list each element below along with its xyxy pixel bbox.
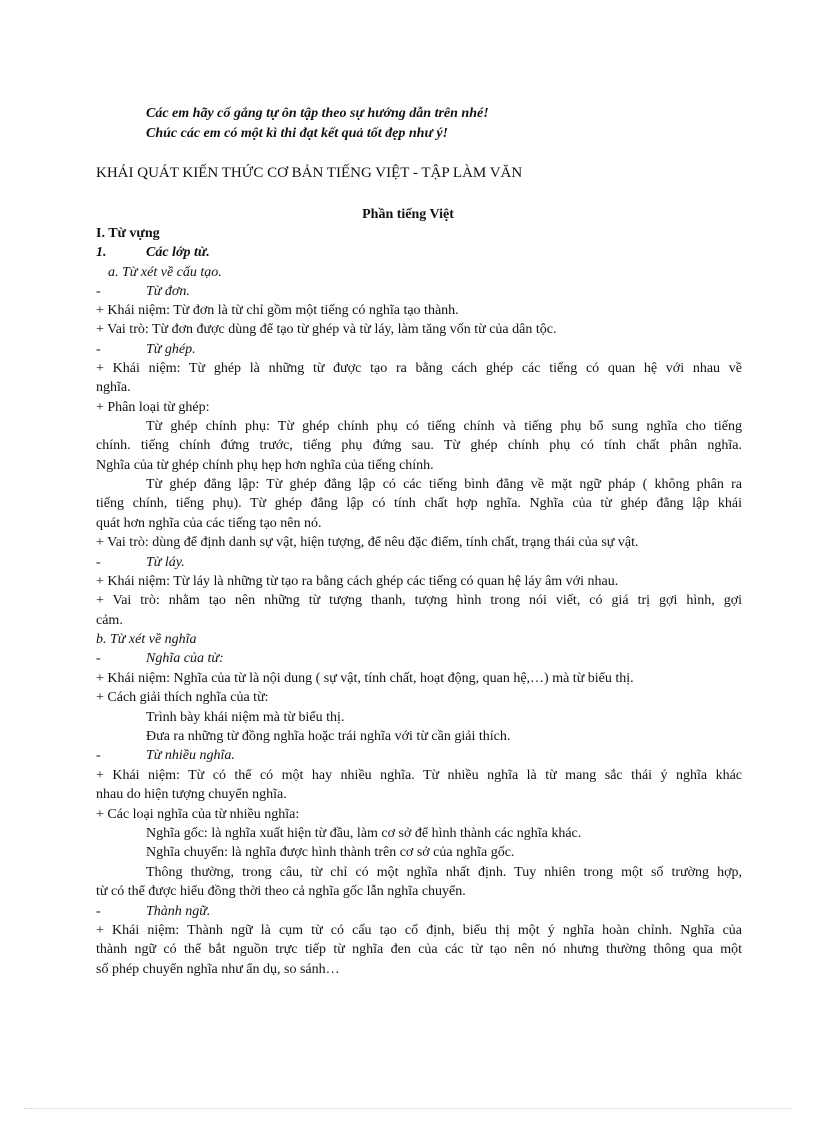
tu-don-khai-niem: + Khái niệm: Từ đơn là từ chỉ gồm một tiếng có nghĩa tạo thành. xyxy=(96,303,459,318)
thanh-ngu-khai-niem-line-1: + Khái niệm: Thành ngữ là cụm từ có cấu tạo cố định, biểu thị một ý nghĩa hoàn chỉnh. Nghĩa của xyxy=(96,923,742,938)
chinh-phu-line-3: Nghĩa của từ ghép chính phụ hẹp hơn nghĩa của tiếng chính. xyxy=(96,458,434,473)
tu-nhieu-nghia-khai-niem-line-1: + Khái niệm: Từ có thể có một hay nhiều nghĩa. Từ nhiều nghĩa là từ mang sắc thái ý nghĩa khác xyxy=(96,768,742,783)
nghia-goc: Nghĩa gốc: là nghĩa xuất hiện từ đầu, làm cơ sở để hình thành các nghĩa khác. xyxy=(146,826,582,841)
tu-nhieu-nghia-title: Từ nhiều nghĩa. xyxy=(146,748,235,763)
thanh-ngu-title: Thành ngữ. xyxy=(146,904,211,919)
page-bottom-border xyxy=(24,1108,792,1109)
tu-ghep-title: Từ ghép. xyxy=(146,342,196,357)
document-heading: KHÁI QUÁT KIẾN THỨC CƠ BẢN TIẾNG VIỆT - TẬP LÀM VĂN xyxy=(96,165,523,181)
tu-ghep-phan-loai: + Phân loại từ ghép: xyxy=(96,400,210,415)
cach-giai-thich-1: Trình bày khái niệm mà từ biểu thị. xyxy=(146,710,345,725)
nghia-chuyen: Nghĩa chuyển: là nghĩa được hình thành trên cơ sở của nghĩa gốc. xyxy=(146,845,515,860)
intro-line-2: Chúc các em có một kì thi đạt kết quả tốt đẹp như ý! xyxy=(146,126,448,141)
dash-marker: - xyxy=(96,342,101,357)
nghia-cua-tu-title: Nghĩa của từ: xyxy=(146,651,224,666)
nghia-cua-tu-khai-niem: + Khái niệm: Nghĩa của từ là nội dung ( sự vật, tính chất, hoạt động, quan hệ,…) mà từ biểu thị. xyxy=(96,671,634,686)
item-title: Các lớp từ. xyxy=(146,245,210,260)
cach-giai-thich: + Cách giải thích nghĩa của từ: xyxy=(96,690,269,705)
tu-lay-khai-niem: + Khái niệm: Từ láy là những từ tạo ra bằng cách ghép các tiếng có quan hệ láy âm với nhau. xyxy=(96,574,619,589)
cach-giai-thich-2: Đưa ra những từ đồng nghĩa hoặc trái nghĩa với từ cần giải thích. xyxy=(146,729,511,744)
tu-ghep-vai-tro: + Vai trò: dùng để định danh sự vật, hiện tượng, để nêu đặc điểm, tính chất, trạng thái của sự vật. xyxy=(96,535,639,550)
tu-ghep-khai-niem-line-2: nghĩa. xyxy=(96,380,131,395)
dang-lap-line-2: tiếng chính, tiếng phụ). Từ ghép đẳng lập có tính chất hợp nghĩa. Nghĩa của từ ghép đẳng lập khái xyxy=(96,496,742,511)
tu-ghep-khai-niem-line-1: + Khái niệm: Từ ghép là những từ được tạo ra bằng cách ghép các tiếng có quan hệ với nhau về xyxy=(96,361,742,376)
thong-thuong-line-2: từ có thể được hiểu đồng thời theo cả nghĩa gốc lẫn nghĩa chuyển. xyxy=(96,884,466,899)
cac-loai-nghia: + Các loại nghĩa của từ nhiều nghĩa: xyxy=(96,807,300,822)
thanh-ngu-khai-niem-line-3: số phép chuyển nghĩa như ẩn dụ, so sánh… xyxy=(96,962,340,977)
item-number: 1. xyxy=(96,245,107,260)
dang-lap-line-1: Từ ghép đẳng lập: Từ ghép đẳng lập có các tiếng bình đẳng về mặt ngữ pháp ( không phân ra xyxy=(146,477,742,492)
intro-line-1: Các em hãy cố gắng tự ôn tập theo sự hướng dẫn trên nhé! xyxy=(146,106,489,121)
tu-don-title: Từ đơn. xyxy=(146,284,190,299)
dash-marker: - xyxy=(96,555,101,570)
part-heading: I. Từ vựng xyxy=(96,226,160,241)
subsection-a-title: a. Từ xét về cấu tạo. xyxy=(108,265,222,280)
tu-lay-vai-tro-line-1: + Vai trò: nhằm tạo nên những từ tượng thanh, tượng hình trong nói viết, có giá trị gợi hình, gợi xyxy=(96,593,742,608)
tu-nhieu-nghia-khai-niem-line-2: nhau do hiện tượng chuyển nghĩa. xyxy=(96,787,287,802)
chinh-phu-line-2: chính. tiếng chính đứng trước, tiếng phụ đứng sau. Từ ghép chính phụ có tính chất phân nghĩa. xyxy=(96,438,742,453)
thong-thuong-line-1: Thông thường, trong câu, từ chỉ có một nghĩa nhất định. Tuy nhiên trong một số trường hợp, xyxy=(146,865,742,880)
dash-marker: - xyxy=(96,651,101,666)
subsection-b-title: b. Từ xét về nghĩa xyxy=(96,632,197,647)
dash-marker: - xyxy=(96,284,101,299)
tu-don-vai-tro: + Vai trò: Từ đơn được dùng để tạo từ ghép và từ láy, làm tăng vốn từ của dân tộc. xyxy=(96,322,557,337)
chinh-phu-line-1: Từ ghép chính phụ: Từ ghép chính phụ có tiếng chính và tiếng phụ bổ sung nghĩa cho tiếng xyxy=(146,419,742,434)
dang-lap-line-3: quát hơn nghĩa của các tiếng tạo nên nó. xyxy=(96,516,322,531)
dash-marker: - xyxy=(96,904,101,919)
thanh-ngu-khai-niem-line-2: thành ngữ có thể bắt nguồn trực tiếp từ nghĩa đen của các từ tạo nên nó nhưng thường thông qua một xyxy=(96,942,742,957)
tu-lay-vai-tro-line-2: cảm. xyxy=(96,613,123,628)
dash-marker: - xyxy=(96,748,101,763)
section-title: Phần tiếng Việt xyxy=(362,207,454,222)
tu-lay-title: Từ láy. xyxy=(146,555,185,570)
